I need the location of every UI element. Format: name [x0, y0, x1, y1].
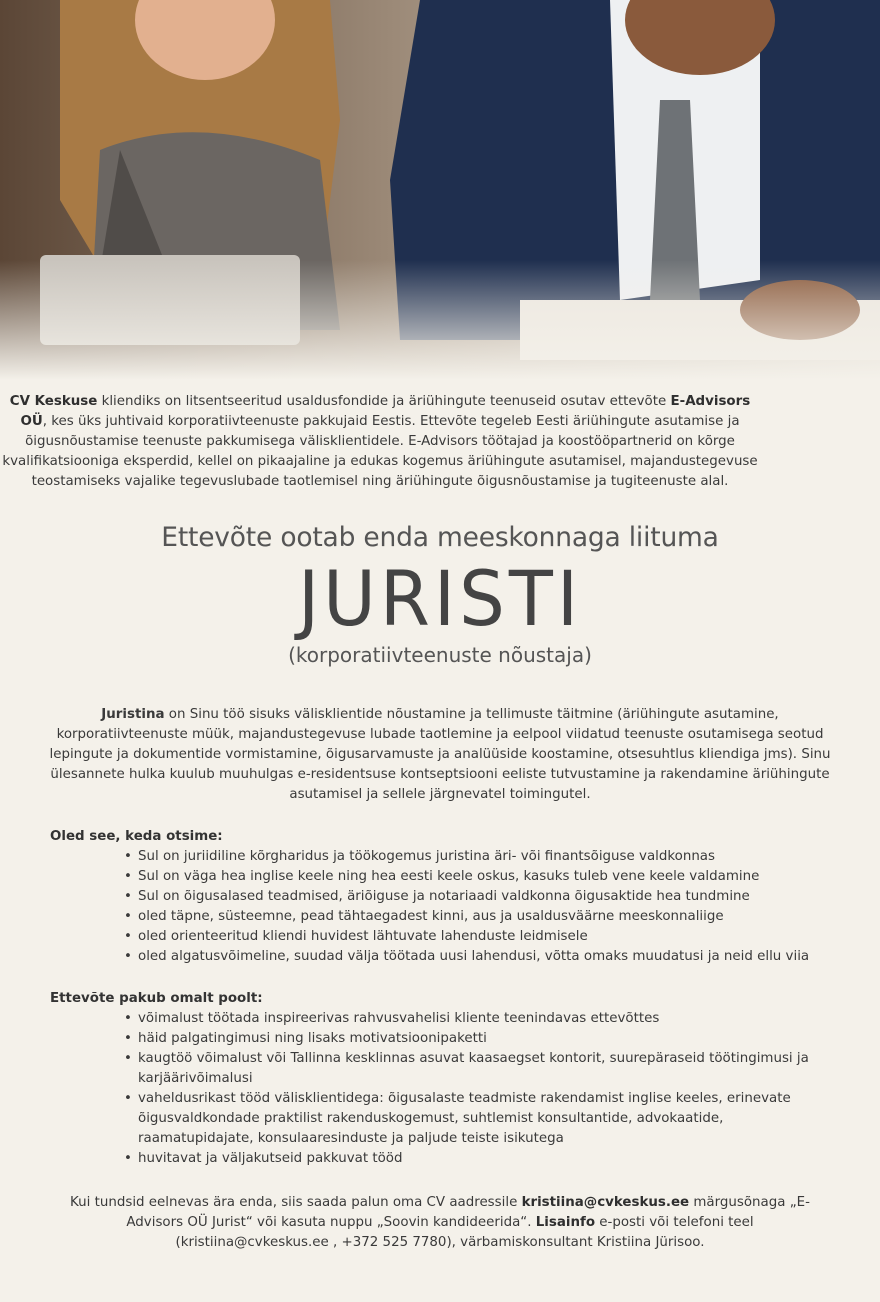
list-item: • Sul on väga hea inglise keele ning hea eesti keele oskus, kasuks tuleb vene keele valdamine: [138, 867, 830, 887]
company-name: E-Advisors OÜ: [20, 394, 751, 429]
list-item: • oled algatusvõimeline, suudad välja töötada uusi lahendusi, võtta omaks muudatusi ja neid ellu viia: [138, 947, 830, 967]
list-item: • vaheldusrikast tööd välisklientidega: õigusalaste teadmiste rakendamist inglise keeles, erinevate õigusvaldkondade praktilist rakenduskogemust, suhtlemist konsultantide, advokaatide, raamatupidajate, konsulaaresinduste ja paljude teiste isikutega: [138, 1089, 830, 1149]
list-item: • häid palgatingimusi ning lisaks motivatsioonipaketti: [138, 1029, 830, 1049]
requirements-heading: Oled see, keda otsime:: [50, 829, 223, 844]
list-item: • oled orienteeritud kliendi huvidest lähtuvate lahenduste leidmisele: [138, 927, 830, 947]
closing-paragraph: Kui tundsid eelnevas ära enda, siis saada palun oma CV aadressile kristiina@cvkeskus.ee märgusõnaga „E-Advisors OÜ Jurist“ või kasuta nuppu „Soovin kandideerida“. Lisainfo e-posti või telefoni teel (kristiina@cvkeskus.ee , +372 525 7780), värbamiskonsultant Kristiina Jürisoo.: [70, 1195, 810, 1250]
lead-heading: Ettevõte ootab enda meeskonnaga liituma: [161, 522, 719, 553]
job-description: Juristina on Sinu töö sisuks välisklientide nõustamine ja tellimuste täitmine (äriühingute asutamine, korporatiivteenuste müük, majandustegevuse lubade taotlemine ja eelpool viidatud teenuste osutamisega seotud lepingute ja dokumentide vormistamine, õigusarvamuste ja analüüside koostamine, otsesuhtlus kliendiga jms). Sinu ülesannete hulka kuulub muuhulgas e-residentsuse kontseptsiooni eeliste tutvustamine ja rakendamine äriühingute asutamisel ja sellele järgnevatel toimingutel.: [49, 707, 831, 802]
offers-list: [50, 1009, 830, 1169]
job-title: JURISTI: [297, 554, 583, 644]
list-item: • võimalust töötada inspireerivas rahvusvahelisi kliente teenindavas ettevõttes: [138, 1009, 830, 1029]
job-ad-content: [0, 392, 880, 1253]
requirements-list: [50, 847, 830, 967]
list-item: • Sul on õigusalased teadmised, äriõiguse ja notariaadi valdkonna õigusaktide hea tundmine: [138, 887, 830, 907]
hero-photo: [0, 0, 880, 380]
list-item: • oled täpne, süsteemne, pead tähtaegadest kinni, aus ja usaldusväärne meeskonnaliige: [138, 907, 830, 927]
offers-heading: Ettevõte pakub omalt poolt:: [50, 991, 263, 1006]
list-item: • kaugtöö võimalust või Tallinna kesklinnas asuvat kaasaegset kontorit, suurepäraseid töötingimusi ja karjäärivõimalusi: [138, 1049, 830, 1089]
requirements-section: [50, 827, 830, 967]
hero-fade: [0, 260, 880, 380]
client-name: CV Keskuse: [9, 394, 98, 409]
intro-paragraph: CV Keskuse kliendiks on litsentseeritud usaldusfondide ja äriühingute teenuseid osutav ettevõte E-Advisors OÜ, kes üks juhtivaid korporatiivteenuste pakkujaid Eestis. Ettevõte tegeleb Eesti äriühingute asutamise ja õigusnõustamise teenuste pakkumisega välisklientidele. E-Advisors töötajad ja koostööpartnerid on kõrge kvalifikatsiooniga eksperdid, kellel on pikaajaline ja edukas kogemus äriühingute asutamisel, majandustegevuse teostamiseks vajalike tegevuslubade taotlemisel ning äriühingute õigusnõustamise ja tugiteenuste alal.: [2, 394, 758, 489]
list-item: • huvitavat ja väljakutseid pakkuvat tööd: [138, 1149, 830, 1169]
offers-section: [50, 989, 830, 1169]
contact-email[interactable]: kristiina@cvkeskus.ee: [521, 1195, 690, 1210]
job-subtitle: (korporatiivteenuste nõustaja): [288, 643, 592, 667]
list-item: • Sul on juriidiline kõrgharidus ja töökogemus juristina äri- või finantsõiguse valdkonnas: [138, 847, 830, 867]
